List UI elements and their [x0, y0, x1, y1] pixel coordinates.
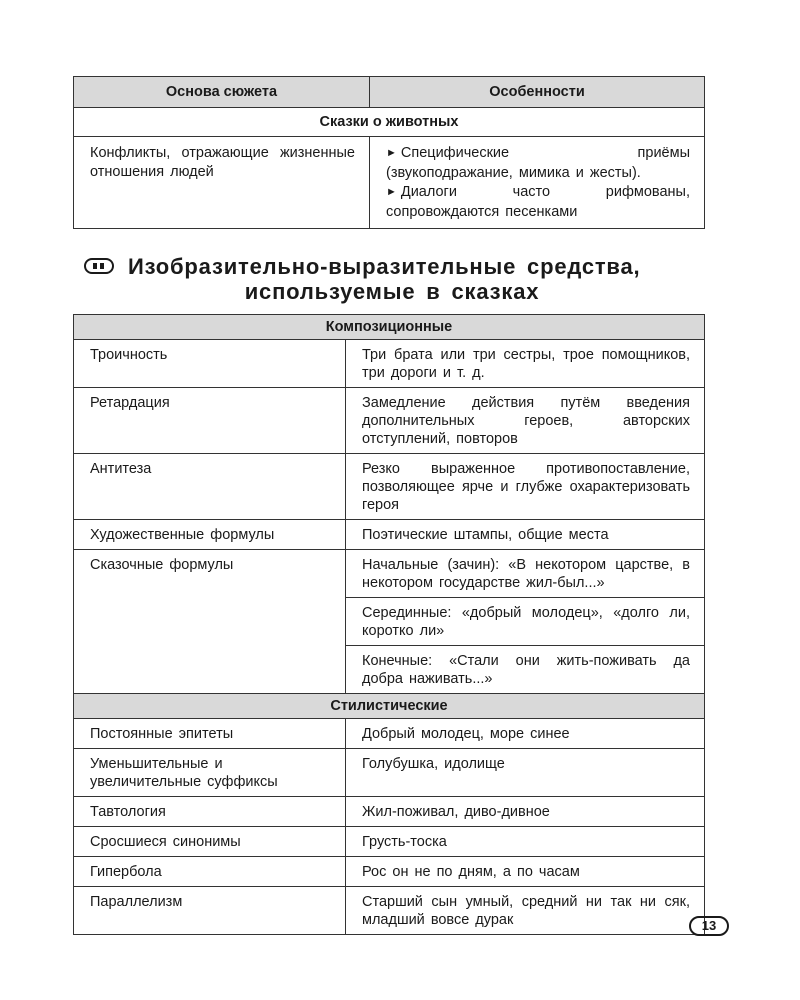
description-cell: Замедление действия путём введения дополнительных героев, авторских отступлений, повторов [346, 388, 705, 454]
term-cell: Сказочные формулы [74, 550, 346, 694]
term-cell: Художественные формулы [74, 520, 346, 550]
description-cell: Конечные: «Стали они жить-поживать да добра наживать...» [346, 646, 705, 694]
description-cell: Три брата или три сестры, трое помощников, три дороги и т. д. [346, 340, 705, 388]
section-row [74, 315, 705, 340]
section-title-compositional: Композиционные [74, 315, 705, 340]
table-header-row [74, 77, 705, 108]
description-cell: Старший сын умный, средний ни так ни сяк, младший вовсе дурак [346, 887, 705, 935]
description-cell: Добрый молодец, море синее [346, 719, 705, 749]
description-cell: Грусть-тоска [346, 827, 705, 857]
expressive-means-table [73, 314, 705, 935]
heading-line-2: используемые в сказках [244, 279, 540, 304]
feature-item: ► Диалоги часто рифмованы, сопровождаются песенками [386, 184, 690, 220]
table-row [74, 454, 705, 520]
description-cell: Жил-поживал, диво-дивное [346, 797, 705, 827]
feature-item: ► Специфические приёмы (звукоподражание, мимика и жесты). [386, 145, 690, 181]
table-row [74, 797, 705, 827]
section-row [74, 108, 705, 137]
description-cell: Рос он не по дням, а по часам [346, 857, 705, 887]
term-cell: Ретардация [74, 388, 346, 454]
table-row [74, 887, 705, 935]
plot-basis-table [73, 76, 705, 229]
book-marker-icon [84, 258, 114, 274]
section-title-animal-tales: Сказки о животных [74, 108, 705, 137]
table-row [74, 388, 705, 454]
description-cell: Серединные: «добрый молодец», «долго ли, коротко ли» [346, 598, 705, 646]
description-cell: Резко выраженное противопоставление, позволяющее ярче и глубже охарактеризовать героя [346, 454, 705, 520]
column-header-plot-basis: Основа сюжета [74, 77, 370, 108]
table-row [74, 749, 705, 797]
table-row [74, 137, 705, 229]
plot-basis-cell: Конфликты, отражающие жизненные отношения людей [74, 137, 370, 229]
table-row [74, 719, 705, 749]
section-row [74, 694, 705, 719]
description-cell: Поэтические штампы, общие места [346, 520, 705, 550]
term-cell: Постоянные эпитеты [74, 719, 346, 749]
term-cell: Тавтология [74, 797, 346, 827]
term-cell: Гипербола [74, 857, 346, 887]
triangle-bullet-icon: ► [386, 186, 397, 198]
table-row [74, 520, 705, 550]
term-cell: Уменьшительные и увеличительные суффиксы [74, 749, 346, 797]
table-row [74, 827, 705, 857]
description-cell: Голубушка, идолище [346, 749, 705, 797]
heading-line-1: Изобразительно-выразительные средства, [128, 254, 641, 279]
table-row [74, 340, 705, 388]
triangle-bullet-icon: ► [386, 147, 397, 159]
table-row [74, 550, 705, 598]
term-cell: Параллелизм [74, 887, 346, 935]
description-cell: Начальные (зачин): «В некотором царстве, в некотором государстве жил-был...» [346, 550, 705, 598]
term-cell: Сросшиеся синонимы [74, 827, 346, 857]
page-number: 13 [689, 916, 729, 936]
term-cell: Антитеза [74, 454, 346, 520]
table-row [74, 857, 705, 887]
column-header-features: Особенности [370, 77, 705, 108]
term-cell: Троичность [74, 340, 346, 388]
features-cell [370, 137, 705, 229]
section-title-stylistic: Стилистические [74, 694, 705, 719]
